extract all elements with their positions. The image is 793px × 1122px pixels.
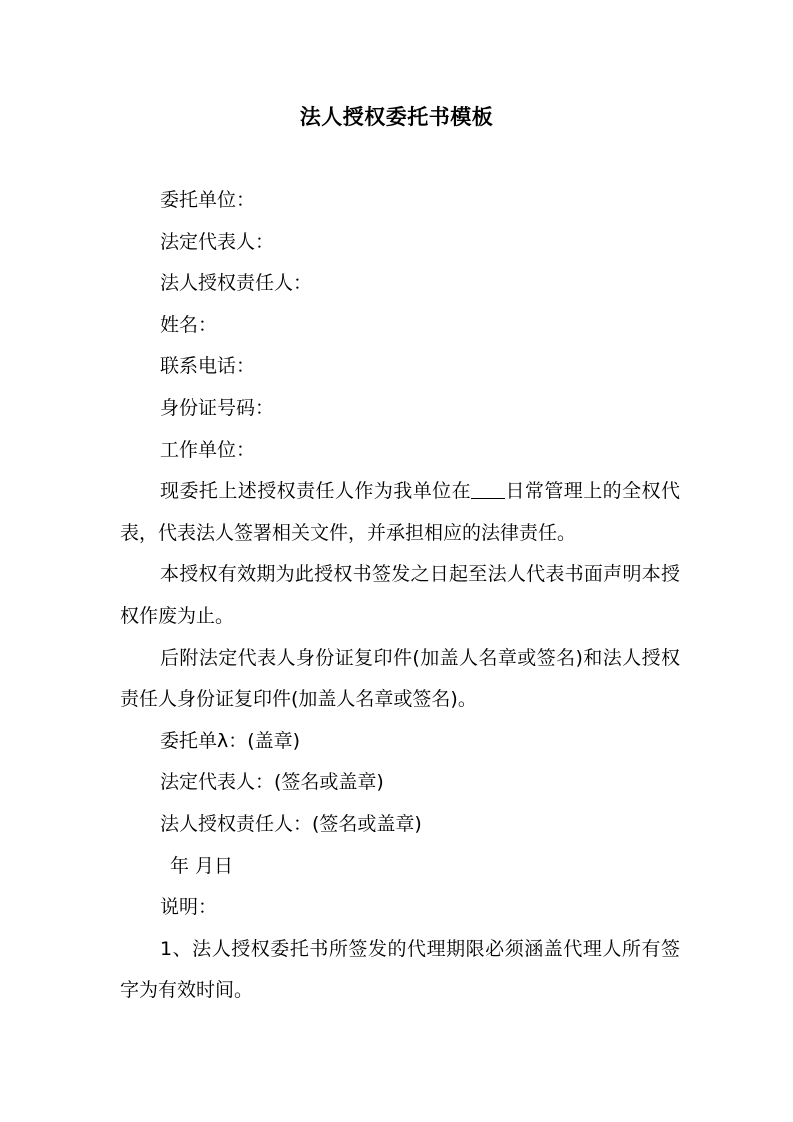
field-work-unit: 工作单位：	[160, 438, 256, 461]
paragraph-authorization-end: 日常管理上的全权代表，代表法人签署相关文件，并承担相应的法律责任。	[120, 480, 680, 544]
fill-in-blank	[471, 480, 505, 499]
field-id-number: 身份证号码：	[160, 396, 275, 419]
document-body	[120, 180, 680, 1012]
document-title: 法人授权委托书模板	[299, 105, 494, 129]
field-entrust-unit: 委托单位：	[160, 189, 256, 211]
paragraph-authorization	[120, 471, 680, 554]
paragraph-attachments: 后附法定代表人身份证复印件(加盖人名章或签名)和法人授权责任人身份证复印件(加盖人名章或签名)。	[120, 646, 680, 711]
date-line: 年 月日	[170, 854, 234, 877]
field-name: 姓名：	[160, 313, 218, 336]
field-legal-representative: 法定代表人：	[160, 230, 275, 253]
paragraph-validity: 本授权有效期为此授权书签发之日起至法人代表书面声明本授权作废为止。	[120, 563, 680, 627]
field-authorized-person: 法人授权责任人：	[160, 272, 313, 295]
note-item-1: 1、法人授权委托书所签发的代理期限必须涵盖代理人所有签字为有效时间。	[120, 937, 680, 1002]
field-phone: 联系电话：	[160, 355, 256, 378]
signature-legal-representative: 法定代表人：(签名或盖章)	[160, 771, 384, 794]
notes-label: 说明：	[160, 896, 218, 919]
paragraph-authorization-start: 现委托上述授权责任人作为我单位在	[160, 480, 472, 503]
signature-unit-seal: 委托单λ：(盖章)	[160, 729, 301, 752]
signature-authorized-person: 法人授权责任人：(签名或盖章)	[160, 812, 422, 835]
